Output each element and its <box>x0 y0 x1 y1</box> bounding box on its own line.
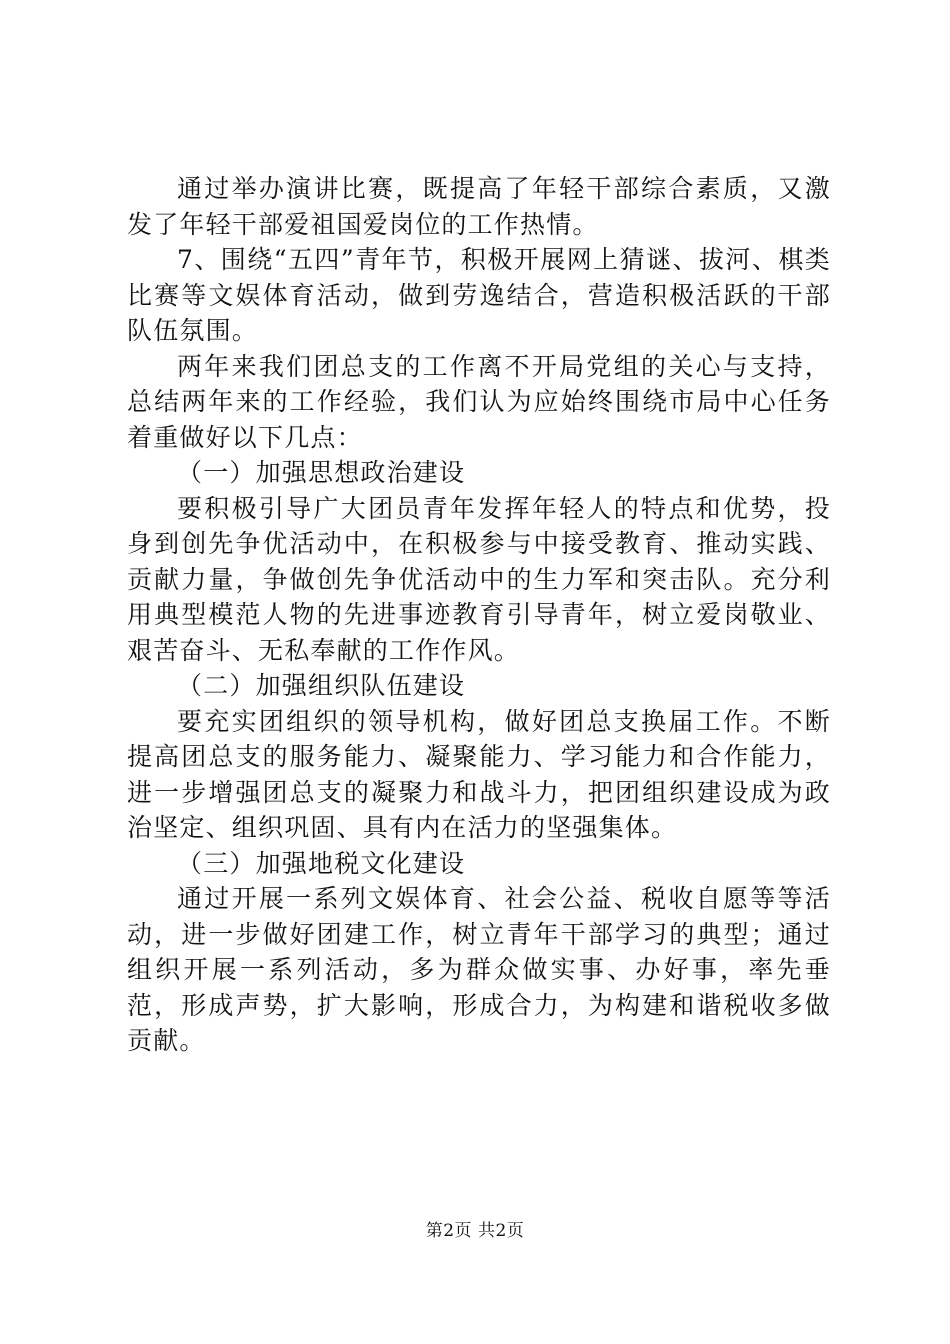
paragraph-speech-contest: 通过举办演讲比赛，既提高了年轻干部综合素质，又激发了年轻干部爱祖国爱岗位的工作热情。 <box>127 174 831 239</box>
page-number-footer: 第2页 共2页 <box>425 1221 525 1241</box>
document-body <box>127 171 831 1059</box>
heading-ideological-building: （一）加强思想政治建设 <box>177 458 466 487</box>
paragraph-ideological-building: 要积极引导广大团员青年发挥年轻人的特点和优势，投身到创先争优活动中，在积极参与中接受教育、推动实践、贡献力量，争做创先争优活动中的生力军和突击队。充分利用典型模范人物的先进事迹教育引导青年，树立爱岗敬业、艰苦奋斗、无私奉献的工作作风。 <box>127 493 831 665</box>
heading-tax-culture-building: （三）加强地税文化建设 <box>177 848 466 878</box>
paragraph-two-year-summary: 两年来我们团总支的工作离不开局党组的关心与支持，总结两年来的工作经验，我们认为应始终围绕市局中心任务着重做好以下几点： <box>127 351 831 452</box>
heading-organization-building: （二）加强组织队伍建设 <box>177 671 466 700</box>
paragraph-youth-day-activities: 7、围绕“五四”青年节，积极开展网上猜谜、拔河、棋类比赛等文娱体育活动，做到劳逸结合，营造积极活跃的干部队伍氛围。 <box>127 245 831 345</box>
paragraph-tax-culture-building: 通过开展一系列文娱体育、社会公益、税收自愿等等活动，进一步做好团建工作，树立青年干部学习的典型；通过组织开展一系列活动，多为群众做实事、办好事，率先垂范，形成声势，扩大影响，形成合力，为构建和谐税收多做贡献。 <box>127 884 831 1055</box>
paragraph-organization-building: 要充实团组织的领导机构，做好团总支换届工作。不断提高团总支的服务能力、凝聚能力、学习能力和合作能力，进一步增强团总支的凝聚力和战斗力，把团组织建设成为政治坚定、组织巩固、具有内在活力的坚强集体。 <box>127 706 831 842</box>
